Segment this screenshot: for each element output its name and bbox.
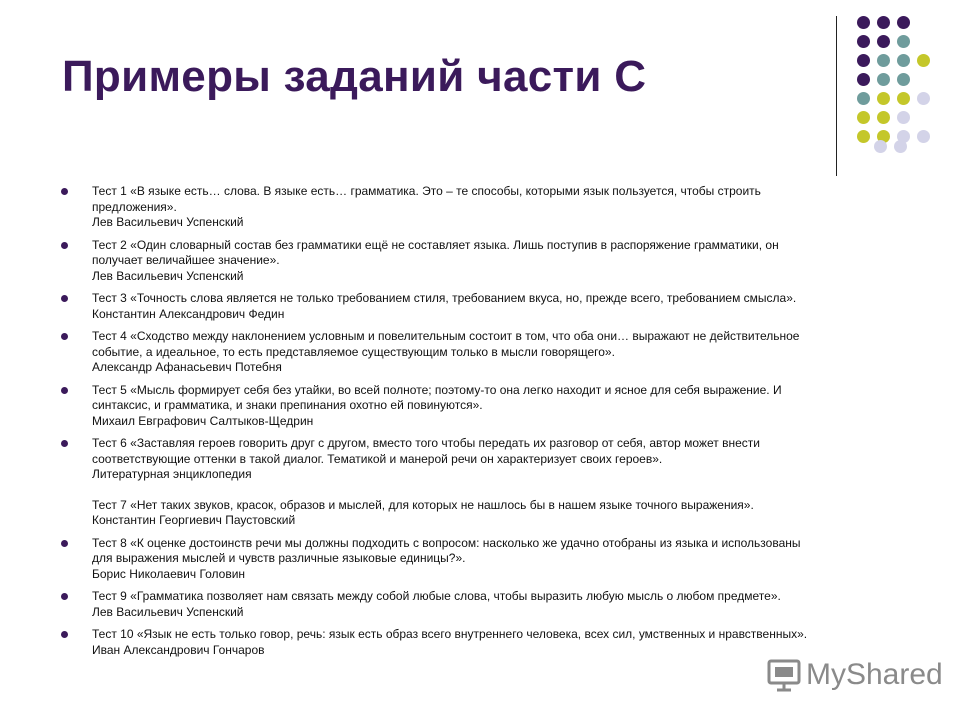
list-item: [60, 536, 900, 583]
item-extra-author: Константин Георгиевич Паустовский: [92, 513, 296, 527]
decorative-dot: [894, 140, 907, 153]
decorative-dot: [917, 54, 930, 67]
item-author: Александр Афанасьевич Потебня: [92, 360, 282, 374]
list-item: [60, 589, 900, 620]
decorative-dot: [857, 54, 870, 67]
item-quote: Тест 9 «Грамматика позволяет нам связать между собой любые слова, чтобы выразить любую мысль о любом предмете».: [92, 589, 781, 603]
list-item: [60, 184, 900, 231]
list-item: [60, 238, 900, 285]
list-item: [60, 436, 900, 529]
item-author: Иван Александрович Гончаров: [92, 642, 265, 657]
bullet-icon: [61, 631, 68, 638]
watermark: [766, 656, 943, 696]
decorative-dot: [897, 35, 910, 48]
decorative-dot: [917, 130, 930, 143]
bullet-icon: [61, 333, 68, 340]
decorative-dot: [857, 16, 870, 29]
decorative-dot: [857, 111, 870, 124]
item-quote: Тест 10 «Язык не есть только говор, речь: язык есть образ всего внутреннего человека, всех сил, умственных и нравственных».: [92, 627, 808, 641]
list-item: [60, 329, 900, 376]
item-quote: Тест 5 «Мысль формирует себя без утайки, во всей полноте; поэтому-то она легко находит и ясное для себя выражение. И синтаксис, и грамматика, и знаки препинания охотно ей повинуются».: [92, 382, 782, 412]
presentation-board-icon: [766, 658, 802, 692]
decorative-dot: [897, 92, 910, 105]
bullet-icon: [61, 540, 68, 547]
list-item: [60, 627, 900, 658]
list-item: [60, 383, 900, 430]
item-author: Лев Васильевич Успенский: [92, 215, 244, 229]
item-quote: Тест 1 «В языке есть… слова. В языке есть… грамматика. Это – те способы, которыми язык пользуется, чтобы строить предложения».: [92, 184, 761, 214]
decorative-dot: [877, 111, 890, 124]
decorative-dot: [857, 35, 870, 48]
decorative-dot: [897, 111, 910, 124]
bullet-icon: [61, 593, 68, 600]
item-quote: Тест 3 «Точность слова является не только требованием стиля, требованием вкуса, но, прежде всего, требованием смысла».: [92, 291, 797, 305]
item-author: Лев Васильевич Успенский: [92, 268, 244, 283]
slide-title: Примеры заданий части С: [62, 52, 647, 101]
item-quote: Тест 2 «Один словарный состав без грамматики ещё не составляет языка. Лишь поступив в распоряжение грамматики, он получает величайшее значение».: [92, 237, 779, 267]
item-author: Михаил Евграфович Салтыков-Щедрин: [92, 413, 314, 428]
decorative-dot: [877, 73, 890, 86]
bullet-icon: [61, 188, 68, 195]
decorative-dot: [877, 92, 890, 105]
item-author: Константин Александрович Федин: [92, 306, 285, 321]
decorative-dot: [857, 130, 870, 143]
task-list: [60, 184, 900, 665]
item-extra-block: [92, 498, 900, 529]
decorative-dot: [877, 35, 890, 48]
decorative-dot: [877, 16, 890, 29]
item-author: Литературная энциклопедия: [92, 467, 252, 481]
item-extra-quote: Тест 7 «Нет таких звуков, красок, образов и мыслей, для которых не нашлось бы в нашем языке точного выражения».: [92, 497, 754, 512]
list-item: [60, 291, 900, 322]
decorative-dot: [897, 16, 910, 29]
bullet-icon: [61, 295, 68, 302]
decorative-dot: [874, 140, 887, 153]
decorative-dot: [897, 73, 910, 86]
item-author: Борис Николаевич Головин: [92, 566, 246, 581]
decorative-dot: [857, 92, 870, 105]
item-author: Лев Васильевич Успенский: [92, 604, 244, 619]
decorative-dot: [877, 54, 890, 67]
item-quote: Тест 4 «Сходство между наклонением условным и повелительным состоит в том, что оба они… выражают не действительное событие, а идеальное, то есть представляемое существующим только в мысли говорящего».: [92, 329, 800, 359]
decorative-dot-grid: [0, 0, 960, 200]
bullet-icon: [61, 387, 68, 394]
bullet-icon: [61, 242, 68, 249]
decorative-dot: [917, 92, 930, 105]
bullet-icon: [61, 440, 68, 447]
decorative-dot: [897, 54, 910, 67]
decorative-dot: [857, 73, 870, 86]
item-quote: Тест 8 «К оценке достоинств речи мы должны подходить с вопросом: насколько же удачно отобраны из языка и использованы для выражения мыслей и чувств различные языковые единицы?».: [92, 535, 801, 565]
item-quote: Тест 6 «Заставляя героев говорить друг с другом, вместо того чтобы передать их разговор от себя, автор может внести соответствующие оттенки в такой диалог. Тематикой и манерой речи он характеризует своих героев».: [92, 436, 760, 466]
watermark-text: MyShared: [806, 658, 943, 691]
